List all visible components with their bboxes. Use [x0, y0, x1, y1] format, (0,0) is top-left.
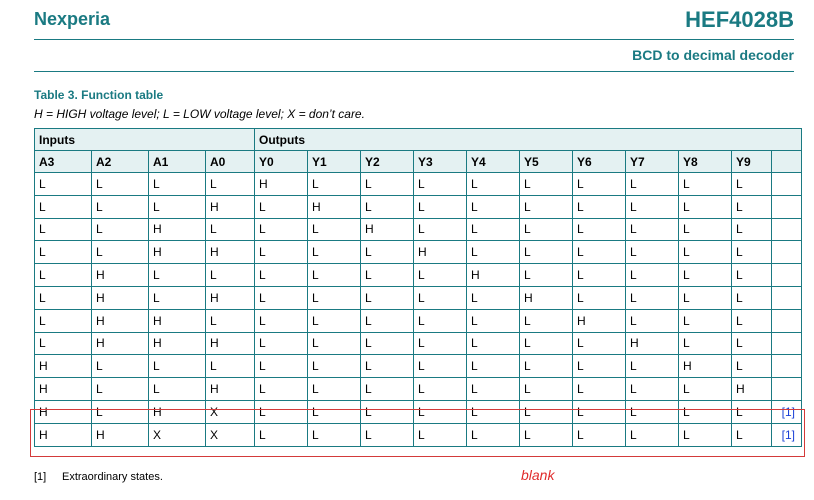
group-header-row: [35, 129, 802, 151]
table-cell: H: [308, 195, 361, 218]
table-cell: L: [679, 241, 732, 264]
table-cell: L: [414, 195, 467, 218]
table-row: [35, 286, 802, 309]
table-cell: H: [520, 286, 573, 309]
table-cell: L: [520, 378, 573, 401]
table-cell: L: [573, 286, 626, 309]
table-cell: L: [467, 218, 520, 241]
column-header-ref: [772, 151, 802, 173]
table-cell: L: [308, 264, 361, 287]
table-row: [35, 332, 802, 355]
table-cell: L: [149, 264, 206, 287]
table-cell: L: [35, 309, 92, 332]
table-cell: L: [467, 195, 520, 218]
column-header-y3: Y3: [414, 151, 467, 173]
footnote-ref-link: [772, 286, 802, 309]
table-cell: L: [255, 286, 308, 309]
table-cell: L: [92, 400, 149, 423]
blank-annotation: blank: [521, 467, 555, 483]
table-cell: L: [255, 241, 308, 264]
column-header-a0: A0: [206, 151, 255, 173]
column-header-y7: Y7: [626, 151, 679, 173]
subtitle-divider: [34, 71, 794, 72]
table-cell: L: [255, 423, 308, 446]
table-cell: L: [35, 218, 92, 241]
table-cell: X: [149, 423, 206, 446]
table-cell: L: [92, 173, 149, 196]
table-cell: L: [308, 241, 361, 264]
document-subtitle: BCD to decimal decoder: [632, 47, 794, 63]
table-cell: H: [679, 355, 732, 378]
table-cell: H: [255, 173, 308, 196]
highlight-box: [30, 409, 805, 457]
footnote-ref-link: [772, 264, 802, 287]
table-cell: H: [467, 264, 520, 287]
table-cell: L: [361, 309, 414, 332]
table-cell: L: [255, 195, 308, 218]
footnote-ref-link: [772, 309, 802, 332]
table-cell: L: [308, 309, 361, 332]
table-cell: H: [149, 218, 206, 241]
table-cell: L: [308, 378, 361, 401]
table-cell: L: [573, 355, 626, 378]
table-cell: L: [626, 195, 679, 218]
table-cell: L: [732, 286, 772, 309]
footnote-ref-link[interactable]: [1]: [772, 423, 802, 446]
table-cell: L: [520, 218, 573, 241]
table-cell: L: [573, 332, 626, 355]
table-cell: L: [679, 264, 732, 287]
table-cell: H: [206, 195, 255, 218]
table-cell: L: [149, 378, 206, 401]
outputs-group-header: Outputs: [255, 129, 802, 151]
table-cell: L: [573, 218, 626, 241]
table-row: [35, 378, 802, 401]
table-cell: L: [92, 378, 149, 401]
part-number: HEF4028B: [685, 7, 794, 32]
table-cell: L: [732, 241, 772, 264]
table-cell: L: [732, 423, 772, 446]
column-header-y8: Y8: [679, 151, 732, 173]
table-cell: L: [520, 400, 573, 423]
table-cell: L: [414, 332, 467, 355]
table-cell: L: [679, 400, 732, 423]
table-cell: L: [573, 241, 626, 264]
table-cell: L: [520, 332, 573, 355]
table-cell: L: [308, 332, 361, 355]
table-cell: H: [35, 400, 92, 423]
table-cell: L: [206, 309, 255, 332]
table-cell: L: [149, 173, 206, 196]
table-cell: L: [467, 423, 520, 446]
table-cell: L: [626, 218, 679, 241]
table-cell: L: [520, 355, 573, 378]
table-cell: L: [520, 195, 573, 218]
table-cell: L: [206, 355, 255, 378]
table-cell: H: [206, 241, 255, 264]
table-cell: L: [467, 241, 520, 264]
header-divider: [34, 39, 794, 40]
table-cell: H: [206, 332, 255, 355]
table-cell: L: [92, 355, 149, 378]
table-cell: L: [732, 218, 772, 241]
footnote-ref-link: [772, 218, 802, 241]
table-cell: L: [626, 423, 679, 446]
table-cell: L: [467, 309, 520, 332]
footnote-text: Extraordinary states.: [62, 471, 163, 483]
table-cell: L: [255, 378, 308, 401]
table-cell: L: [520, 423, 573, 446]
column-header-y2: Y2: [361, 151, 414, 173]
table-cell: L: [679, 378, 732, 401]
table-cell: L: [308, 218, 361, 241]
footnote-ref-link: [772, 378, 802, 401]
table-cell: L: [626, 264, 679, 287]
table-cell: H: [149, 400, 206, 423]
table-cell: L: [255, 218, 308, 241]
column-header-y4: Y4: [467, 151, 520, 173]
table-cell: H: [573, 309, 626, 332]
table-cell: H: [149, 241, 206, 264]
table-cell: H: [149, 332, 206, 355]
table-cell: L: [361, 400, 414, 423]
table-cell: L: [255, 355, 308, 378]
column-header-y6: Y6: [573, 151, 626, 173]
column-header-a2: A2: [92, 151, 149, 173]
table-cell: L: [361, 264, 414, 287]
table-cell: L: [573, 195, 626, 218]
table-cell: L: [732, 264, 772, 287]
table-row: [35, 264, 802, 287]
table-cell: L: [35, 332, 92, 355]
table-cell: L: [520, 309, 573, 332]
table-cell: H: [626, 332, 679, 355]
table-cell: L: [361, 241, 414, 264]
function-table: [34, 128, 802, 447]
table-cell: L: [732, 400, 772, 423]
table-cell: H: [92, 423, 149, 446]
column-header-y5: Y5: [520, 151, 573, 173]
table-cell: L: [573, 378, 626, 401]
table-cell: L: [626, 400, 679, 423]
inputs-group-header: Inputs: [35, 129, 255, 151]
table-cell: L: [35, 241, 92, 264]
table-cell: L: [679, 332, 732, 355]
footnote-ref-link: [772, 173, 802, 196]
table-note: H = HIGH voltage level; L = LOW voltage level; X = don’t care.: [34, 107, 365, 121]
table-cell: X: [206, 423, 255, 446]
table-cell: L: [467, 332, 520, 355]
table-cell: L: [308, 173, 361, 196]
table-cell: H: [92, 332, 149, 355]
table-cell: L: [679, 423, 732, 446]
table-cell: H: [206, 378, 255, 401]
table-row: [35, 241, 802, 264]
table-cell: H: [35, 355, 92, 378]
table-cell: L: [732, 309, 772, 332]
table-cell: H: [414, 241, 467, 264]
table-cell: L: [92, 241, 149, 264]
table-cell: L: [626, 173, 679, 196]
table-row: [35, 173, 802, 196]
table-cell: L: [732, 173, 772, 196]
table-cell: H: [92, 286, 149, 309]
table-cell: L: [35, 195, 92, 218]
table-cell: L: [414, 264, 467, 287]
table-cell: L: [308, 286, 361, 309]
table-cell: L: [573, 264, 626, 287]
table-cell: L: [361, 286, 414, 309]
table-cell: X: [206, 400, 255, 423]
table-cell: L: [414, 378, 467, 401]
table-cell: L: [149, 355, 206, 378]
table-cell: L: [361, 423, 414, 446]
table-cell: L: [626, 355, 679, 378]
column-header-y9: Y9: [732, 151, 772, 173]
table-cell: L: [308, 400, 361, 423]
table-cell: L: [92, 195, 149, 218]
table-row: [35, 309, 802, 332]
table-cell: L: [573, 423, 626, 446]
table-cell: L: [732, 195, 772, 218]
table-cell: L: [467, 400, 520, 423]
table-cell: L: [255, 264, 308, 287]
table-cell: L: [255, 400, 308, 423]
table-row: [35, 195, 802, 218]
table-cell: L: [255, 309, 308, 332]
table-cell: L: [679, 286, 732, 309]
table-cell: L: [679, 195, 732, 218]
table-cell: L: [361, 355, 414, 378]
table-cell: L: [149, 195, 206, 218]
table-cell: H: [35, 378, 92, 401]
table-cell: L: [206, 218, 255, 241]
table-cell: L: [361, 195, 414, 218]
table-cell: L: [414, 218, 467, 241]
column-header-a3: A3: [35, 151, 92, 173]
table-cell: H: [732, 378, 772, 401]
table-cell: L: [308, 355, 361, 378]
footnote-ref-link: [772, 355, 802, 378]
table-cell: H: [35, 423, 92, 446]
footnote-ref-link: [772, 195, 802, 218]
table-cell: L: [35, 173, 92, 196]
table-cell: L: [35, 264, 92, 287]
table-cell: L: [149, 286, 206, 309]
table-cell: L: [573, 400, 626, 423]
column-header-a1: A1: [149, 151, 206, 173]
table-cell: L: [206, 173, 255, 196]
table-cell: L: [520, 264, 573, 287]
footnote-ref-link: [772, 332, 802, 355]
table-cell: L: [308, 423, 361, 446]
column-header-y0: Y0: [255, 151, 308, 173]
table-cell: L: [626, 286, 679, 309]
column-header-row: [35, 151, 802, 173]
table-cell: L: [361, 378, 414, 401]
table-cell: H: [92, 264, 149, 287]
table-cell: L: [467, 286, 520, 309]
table-cell: L: [467, 378, 520, 401]
table-cell: L: [35, 286, 92, 309]
table-cell: L: [732, 355, 772, 378]
table-cell: H: [149, 309, 206, 332]
table-row: [35, 218, 802, 241]
table-caption: Table 3. Function table: [34, 88, 164, 102]
table-body: [35, 173, 802, 447]
table-cell: L: [206, 264, 255, 287]
footnote-ref-link[interactable]: [1]: [772, 400, 802, 423]
table-cell: L: [573, 173, 626, 196]
table-cell: L: [414, 423, 467, 446]
table-cell: L: [520, 173, 573, 196]
table-cell: L: [467, 173, 520, 196]
table-cell: L: [92, 218, 149, 241]
table-cell: L: [414, 355, 467, 378]
table-cell: L: [626, 241, 679, 264]
table-cell: L: [467, 355, 520, 378]
table-cell: L: [414, 400, 467, 423]
table-cell: H: [206, 286, 255, 309]
table-cell: L: [679, 218, 732, 241]
table-cell: L: [626, 378, 679, 401]
table-cell: H: [361, 218, 414, 241]
brand-name: Nexperia: [34, 9, 111, 29]
column-header-y1: Y1: [308, 151, 361, 173]
table-cell: L: [679, 309, 732, 332]
table-row: [35, 355, 802, 378]
footnote-mark: [1]: [34, 471, 47, 483]
footnote-ref-link: [772, 241, 802, 264]
table-cell: L: [626, 309, 679, 332]
table-cell: L: [520, 241, 573, 264]
table-cell: L: [255, 332, 308, 355]
table-cell: L: [732, 332, 772, 355]
table-cell: L: [361, 173, 414, 196]
table-cell: L: [414, 309, 467, 332]
table-cell: L: [414, 286, 467, 309]
table-cell: L: [361, 332, 414, 355]
table-cell: L: [414, 173, 467, 196]
table-cell: L: [679, 173, 732, 196]
table-cell: H: [92, 309, 149, 332]
